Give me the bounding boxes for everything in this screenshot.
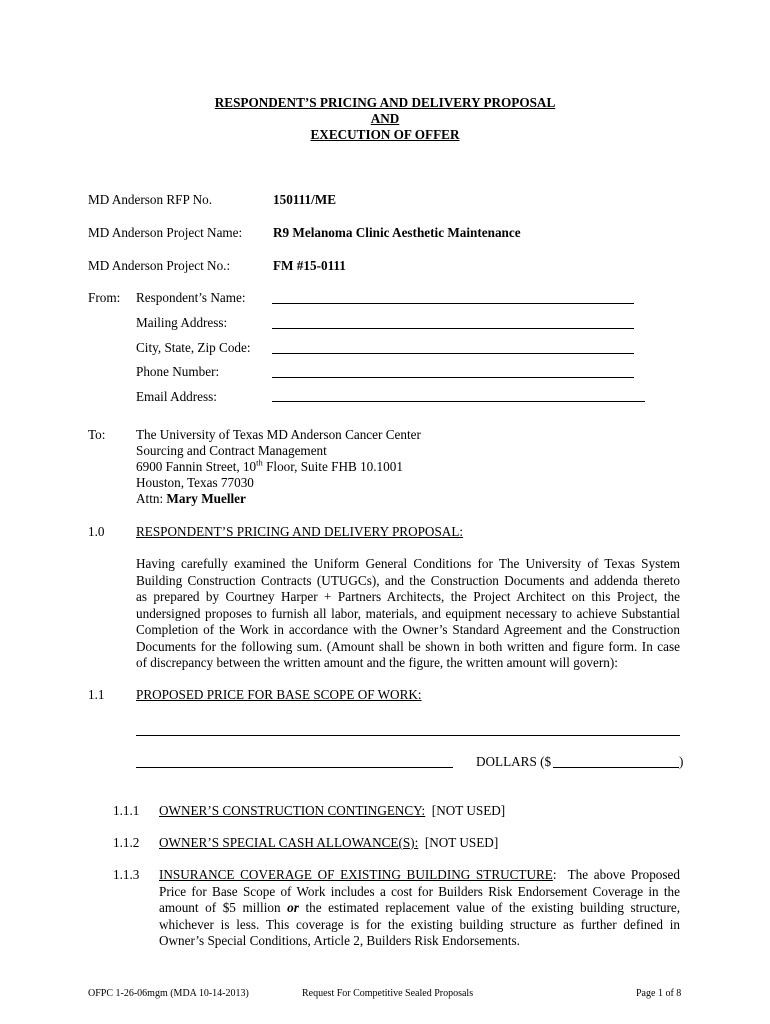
section-1-1-2-text [159, 835, 498, 852]
figure-amount-field[interactable] [553, 767, 679, 768]
section-1-1-3-line5: Owner’s Special Conditions, Article 2, Builders Risk Endorsements. [159, 933, 520, 948]
city-state-zip-field[interactable] [272, 353, 634, 354]
section-1-1-3-heading: INSURANCE COVERAGE OF EXISTING BUILDING STRUCTURE [159, 867, 553, 882]
section-1-0-number: 1.0 [88, 524, 105, 539]
document-title-line3: EXECUTION OF OFFER [310, 127, 460, 142]
phone-number-label: Phone Number: [136, 364, 220, 379]
section-1-0-line: undersigned proposes to furnish all labor, materials, and equipment necessary to achieve Substantial [136, 605, 680, 621]
section-1-1-3-line3 [159, 900, 680, 917]
section-1-1-1-heading: OWNER’S CONSTRUCTION CONTINGENCY: [159, 803, 426, 818]
section-1-1-3-line4: whichever is less. This coverage is for the existing building structure as further defined in [159, 916, 680, 932]
mailing-address-label: Mailing Address: [136, 315, 228, 330]
to-address-line2: Sourcing and Contract Management [136, 443, 327, 458]
section-1-1-3-line1-rest: : The above Proposed [552, 867, 680, 882]
document-title-line2: AND [370, 111, 400, 126]
to-label: To: [88, 427, 106, 442]
to-address-line3-street: 6900 Fannin Street, 10 [136, 459, 257, 474]
to-address-line3 [136, 459, 403, 476]
city-state-zip-label: City, State, Zip Code: [136, 340, 251, 355]
attention-name: Mary Mueller [166, 491, 246, 506]
section-1-1-2-note: [NOT USED] [418, 835, 499, 850]
to-address-line1: The University of Texas MD Anderson Cancer Center [136, 427, 421, 442]
attention-label: Attn: [136, 491, 164, 506]
section-1-1-3-line2: Price for Base Scope of Work includes a cost for Builders Risk Endorsement Coverage in the [159, 883, 680, 899]
to-address-line3-superscript: th [256, 457, 263, 468]
footer-page-number: Page 1 of 8 [636, 988, 682, 999]
footer-form-code: OFPC 1-26-06mgm (MDA 10-14-2013) [88, 988, 249, 999]
footer-document-title: Request For Competitive Sealed Proposals [302, 988, 474, 999]
mailing-address-field[interactable] [272, 328, 634, 329]
written-amount-line2-field[interactable] [136, 767, 453, 768]
section-1-1-3-or: or [287, 900, 299, 915]
project-name-label: MD Anderson Project Name: [88, 225, 243, 240]
section-1-0-line: Documents for the following sum. (Amount shall be shown in both written and figure form. In case [136, 638, 680, 654]
email-address-label: Email Address: [136, 389, 217, 404]
section-1-1-1-text [159, 803, 505, 820]
project-name-value: R9 Melanoma Clinic Aesthetic Maintenance [273, 225, 521, 240]
section-1-0-line: Completion of the Work in accordance with the Owner’s Standard Agreement and the Construction [136, 622, 680, 637]
respondent-name-field[interactable] [272, 303, 634, 304]
project-number-label: MD Anderson Project No.: [88, 258, 231, 273]
section-1-1-3-number: 1.1.3 [113, 867, 140, 882]
section-1-1-3-line1 [159, 867, 680, 884]
section-1-1-number: 1.1 [88, 687, 105, 702]
dollars-close-paren: ) [679, 754, 684, 769]
section-1-0-line: as prepared by Courtney Harper + Partners Architects, the Project Architect on this Project, the [136, 589, 680, 604]
section-1-0-heading: RESPONDENT’S PRICING AND DELIVERY PROPOSAL: [136, 524, 464, 539]
section-1-1-2-number: 1.1.2 [113, 835, 140, 850]
section-1-0-paragraph [136, 556, 680, 672]
rfp-number-value: 150111/ME [273, 192, 337, 207]
section-1-1-1-note: [NOT USED] [425, 803, 506, 818]
respondent-name-label: Respondent’s Name: [136, 290, 246, 305]
to-address-line3-suite: Floor, Suite FHB 10.1001 [262, 459, 403, 474]
section-1-1-3-line3-a: amount of $5 million [159, 900, 288, 915]
section-1-0-line: Having carefully examined the Uniform General Conditions for The University of Texas System [136, 556, 680, 571]
section-1-1-2-heading: OWNER’S SPECIAL CASH ALLOWANCE(S): [159, 835, 419, 850]
email-address-field[interactable] [272, 401, 645, 402]
section-1-0-line: Building Construction Contracts (UTUGCs), and the Construction Documents and addenda thereto [136, 572, 680, 588]
written-amount-line1-field[interactable] [136, 735, 680, 736]
rfp-number-label: MD Anderson RFP No. [88, 192, 213, 207]
section-1-1-1-number: 1.1.1 [113, 803, 140, 818]
section-1-1-3-line3-b: the estimated replacement value of the existing building structure, [298, 900, 680, 915]
to-address-line4: Houston, Texas 77030 [136, 475, 254, 490]
section-1-1-heading: PROPOSED PRICE FOR BASE SCOPE OF WORK: [136, 687, 422, 702]
project-number-value: FM #15-0111 [273, 258, 346, 273]
attention-line [136, 491, 246, 508]
phone-number-field[interactable] [272, 377, 634, 378]
section-1-0-line: of discrepancy between the written amount and the figure, the written amount will govern): [136, 655, 618, 670]
document-title-line1: RESPONDENT’S PRICING AND DELIVERY PROPOSAL [214, 95, 556, 110]
from-label: From: [88, 290, 121, 305]
dollars-label: DOLLARS ($ [476, 754, 552, 769]
section-1-1-3-paragraph [159, 867, 680, 950]
